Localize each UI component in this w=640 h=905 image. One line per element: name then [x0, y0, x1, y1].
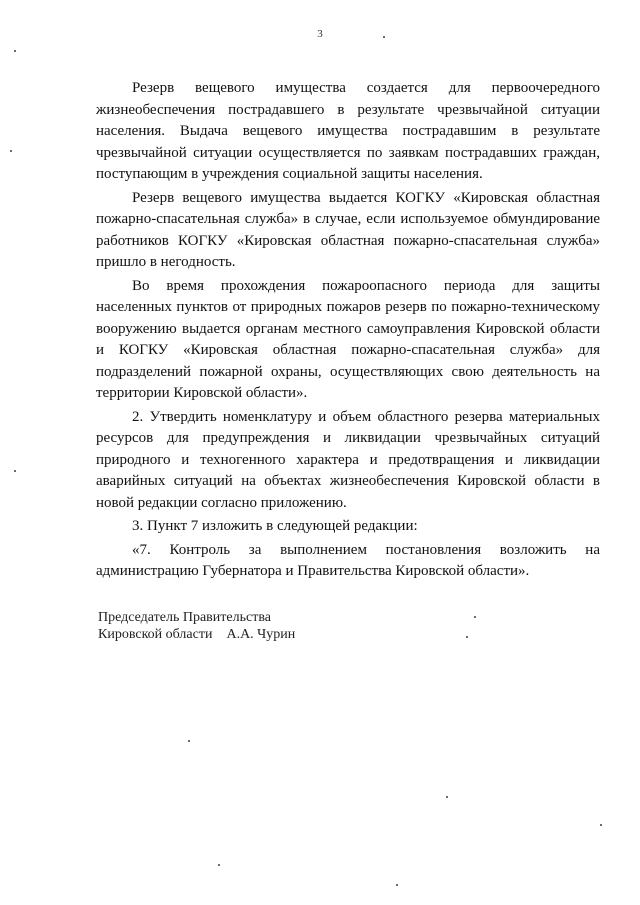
scan-speck [14, 470, 16, 472]
scan-speck [188, 740, 190, 742]
document-body [96, 78, 600, 585]
scan-speck [14, 50, 16, 52]
scan-speck [10, 150, 12, 152]
paragraph-clothing-reserve: Резерв вещевого имущества создается для первоочередного жизнеобеспечения пострадавшего в результате чрезвычайной ситуации населения. Выдача вещевого имущества пострадавшим в результате чрезвычайной ситуации осуществляется по заявкам пострадавших граждан, поступающим в учреждения социальной защиты населения. [96, 80, 600, 182]
paragraph-item-3: 3. Пункт 7 изложить в следующей редакции: [132, 518, 418, 534]
paragraph-item-2: 2. Утвердить номенклатуру и объем областного резерва материальных ресурсов для предупреждения и ликвидации чрезвычайных ситуаций природного и техногенного характера и предотвращения и ликвидации аварийных ситуаций на объектах жизнеобеспечения Кировской области в новой редакции согласно приложению. [96, 408, 600, 511]
page-number: 3 [317, 28, 323, 40]
paragraph-clothing-issue: Резерв вещевого имущества выдается КОГКУ «Кировская областная пожарно-спасательная служба» в случае, если используемое обмундирование работников КОГКУ «Кировская областная пожарно-спасательная служба» пришло в негодность. [96, 189, 600, 270]
scan-speck [600, 824, 602, 826]
scan-speck [383, 36, 385, 38]
signature-name: Кировской области А.А. Чурин [98, 627, 296, 642]
signature-title: Председатель Правительства [98, 610, 271, 625]
scan-speck [466, 636, 468, 638]
paragraph-fire-equipment: Во время прохождения пожароопасного периода для защиты населенных пунктов от природных пожаров резерв по пожарно-техническому вооружению выдается органам местного самоуправления Кировской области и КОГКУ «Кировская областная пожарно-спасательная служба» для подразделений пожарной охраны, осуществляющих свою деятельность на территории Кировской области». [96, 277, 600, 401]
scan-speck [396, 884, 398, 886]
scan-speck [446, 796, 448, 798]
scan-speck [474, 616, 476, 618]
scan-speck [218, 864, 220, 866]
paragraph-item-7: «7. Контроль за выполнением постановления возложить на администрацию Губернатора и Правительства Кировской области». [96, 541, 600, 579]
signature-block [98, 609, 295, 643]
